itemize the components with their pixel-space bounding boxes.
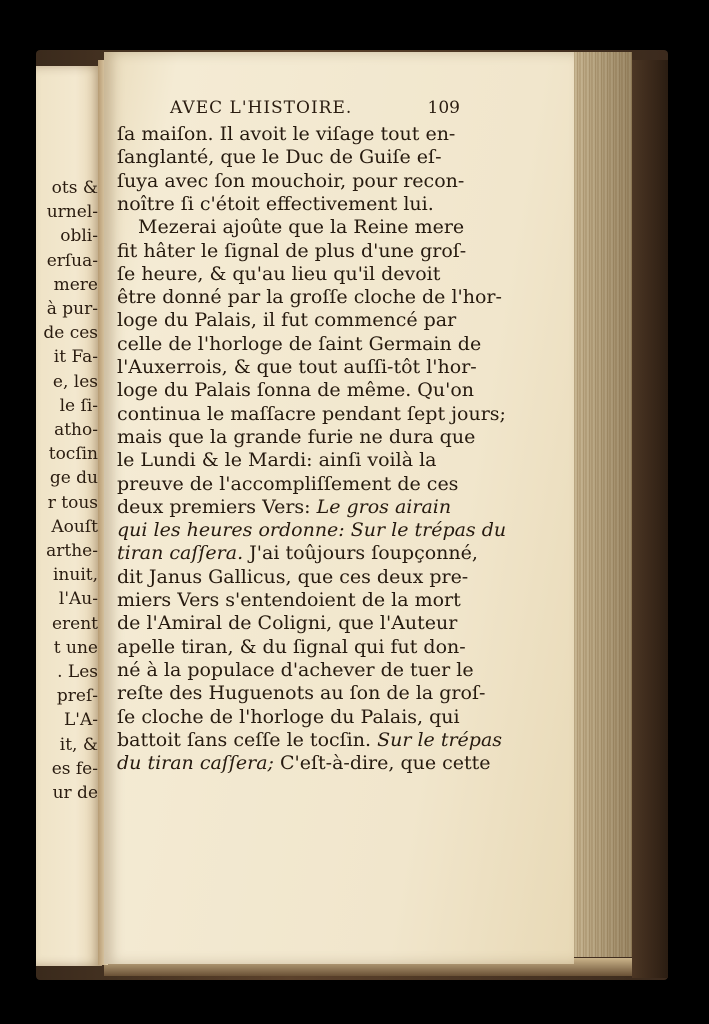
left-page-line: it Fa- xyxy=(53,347,98,368)
line-roman-text: loge du Palais, il fut commencé par xyxy=(117,309,457,332)
text-line xyxy=(117,565,469,588)
left-page-line: de ces xyxy=(43,323,98,344)
line-roman-text: continua le maſſacre pendant ſept jours; xyxy=(117,402,506,425)
left-page-line: à pur- xyxy=(46,299,98,319)
line-roman-text: le Lundi & le Mardi: ainſi voilà la xyxy=(117,449,437,472)
text-line xyxy=(117,288,502,307)
line-roman-text: noître ſi c'étoit effectivement lui. xyxy=(117,192,434,215)
line-roman-text: deux premiers Vers: xyxy=(117,495,317,518)
line-roman-text: mais que la grande furie ne dura que xyxy=(117,425,476,448)
page-header xyxy=(170,98,460,120)
left-page-line: l'Au- xyxy=(58,589,98,610)
left-page-line: obli- xyxy=(60,226,98,247)
line-italic-text: Le gros airain xyxy=(316,495,452,518)
left-page-line: ur de xyxy=(52,783,98,803)
running-title: AVEC L'HISTOIRE. xyxy=(170,98,353,118)
line-roman-text: J'ai toûjours ſoupçonné, xyxy=(243,542,478,565)
line-roman-text: ſanglanté, que le Duc de Guiſe eſ- xyxy=(117,146,442,169)
text-line xyxy=(117,239,467,262)
line-roman-text: ſe heure, & qu'au lieu qu'il devoit xyxy=(117,262,441,285)
text-line xyxy=(117,262,441,285)
line-roman-text: celle de l'horloge de ſaint Germain de xyxy=(117,332,482,355)
text-line xyxy=(117,192,434,215)
line-italic-text: qui les heures ordonne: Sur le trépas du xyxy=(117,519,507,542)
book-binding-edge xyxy=(632,60,668,978)
text-line xyxy=(117,635,466,658)
left-page-line: erent xyxy=(51,613,98,634)
line-roman-text: l'Auxerrois, & que tout auſſi-tôt l'hor- xyxy=(117,356,477,378)
left-page-line: ots & xyxy=(51,178,98,198)
line-roman-text: ſa maiſon. Il avoit le viſage tout en- xyxy=(117,123,456,145)
text-line xyxy=(117,591,461,610)
left-page-line: es fe- xyxy=(51,758,98,779)
left-page-line: inuit, xyxy=(52,565,98,586)
left-page-line: . Les xyxy=(57,662,98,682)
left-page-line: arthe- xyxy=(46,541,98,561)
text-line xyxy=(117,472,459,495)
line-roman-text: fit hâter le ſignal de plus d'une groſ- xyxy=(117,239,467,262)
text-line xyxy=(117,705,460,728)
line-roman-text: Mezerai ajoûte que la Reine mere xyxy=(138,216,465,239)
left-page-line: mere xyxy=(53,274,98,295)
line-roman-text: né à la populace d'achever de tuer le xyxy=(117,658,474,681)
text-line xyxy=(117,358,477,377)
left-page-line: Aouſt xyxy=(51,516,98,537)
left-page-line: t une xyxy=(53,637,98,658)
text-line xyxy=(117,521,506,540)
left-page-line: le ſi- xyxy=(59,395,98,416)
line-roman-text: dit Janus Gallicus, que ces deux pre- xyxy=(117,565,469,588)
left-page-line: tocſin xyxy=(48,444,98,465)
line-roman-text: de l'Amiral de Coligni, que l'Auteur xyxy=(117,612,458,635)
text-line xyxy=(117,169,465,192)
text-line xyxy=(117,311,456,330)
left-page-line: atho- xyxy=(54,420,98,440)
left-page-line: erſua- xyxy=(46,250,98,271)
text-line xyxy=(117,381,474,400)
line-italic-text: tiran caſſera. xyxy=(117,542,244,565)
line-italic-text: Sur le trépas xyxy=(377,728,503,751)
text-line xyxy=(117,728,503,751)
line-roman-text: ſuya avec ſon mouchoir, pour recon- xyxy=(117,169,465,192)
line-italic-text: du tiran caſſera; xyxy=(117,752,274,775)
text-line xyxy=(117,658,474,681)
line-roman-text: ſe cloche de l'horloge du Palais, qui xyxy=(117,705,460,728)
line-roman-text: loge du Palais ſonna de même. Qu'on xyxy=(117,379,475,402)
line-roman-text: C'eſt-à-dire, que cette xyxy=(273,752,491,775)
text-line xyxy=(117,148,442,167)
text-line xyxy=(117,402,506,425)
text-line xyxy=(117,332,482,355)
line-roman-text: apelle tiran, & du ſignal qui fut don- xyxy=(117,635,466,658)
left-page-line: ge du xyxy=(49,468,98,489)
left-page xyxy=(36,66,102,966)
text-line xyxy=(117,544,478,563)
text-line xyxy=(117,614,457,633)
left-page-line: L'A- xyxy=(64,710,98,731)
left-page-line: it, & xyxy=(59,734,98,755)
line-roman-text: reſte des Huguenots au ſon de la groſ- xyxy=(117,682,486,705)
text-line xyxy=(117,754,491,773)
left-page-line: r tous xyxy=(47,492,98,513)
text-line xyxy=(117,451,436,470)
line-roman-text: preuve de l'accompliſſement de ces xyxy=(117,472,459,495)
left-page-line: urnel- xyxy=(46,202,98,223)
left-page-line: e, les xyxy=(52,371,98,392)
page-number: 109 xyxy=(427,98,460,118)
line-roman-text: être donné par la groſſe cloche de l'hor- xyxy=(117,286,502,309)
text-line xyxy=(138,218,464,237)
line-roman-text: battoit ſans ceſſe le tocſin. xyxy=(117,728,378,751)
line-roman-text: miers Vers s'entendoient de la mort xyxy=(117,589,461,611)
text-line xyxy=(117,684,485,703)
text-line xyxy=(117,425,476,448)
left-page-line: preſ- xyxy=(56,686,98,707)
text-line xyxy=(117,495,452,518)
text-line xyxy=(117,125,455,144)
